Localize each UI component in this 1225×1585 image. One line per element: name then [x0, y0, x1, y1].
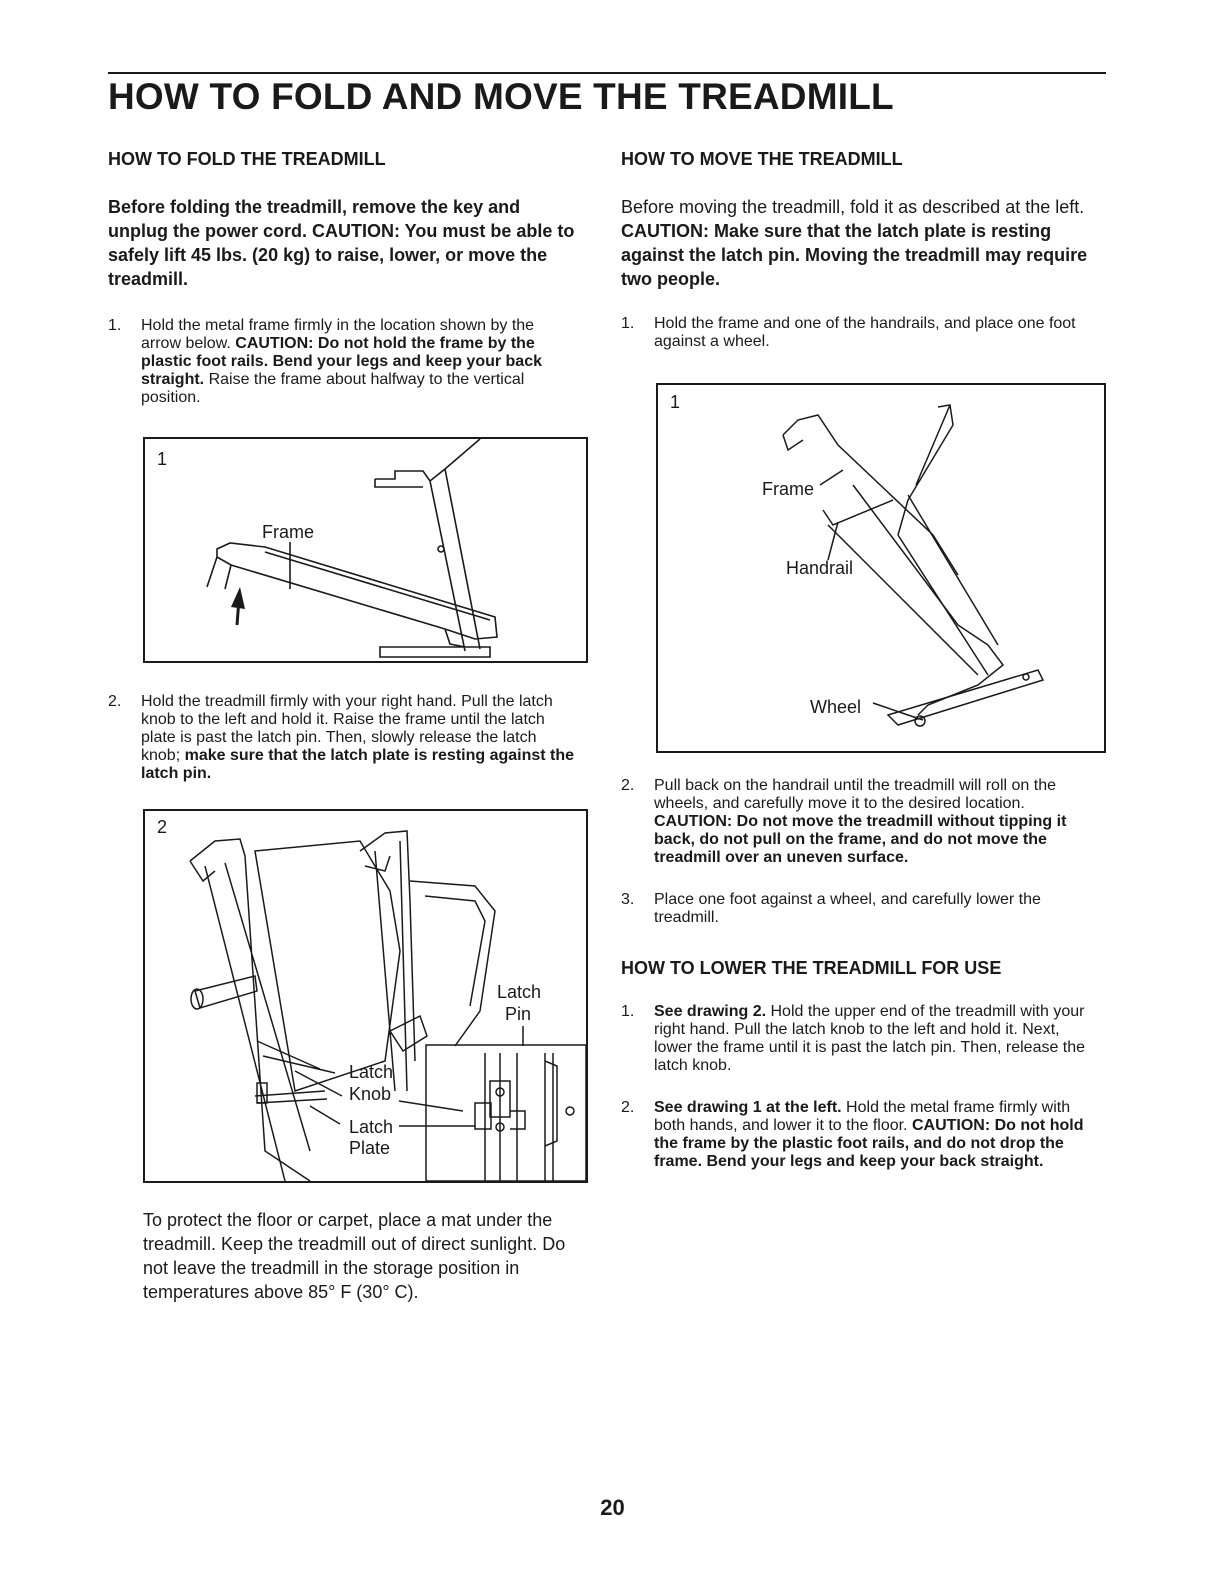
- fold-step-1: [108, 317, 578, 407]
- move-intro: [621, 195, 1091, 291]
- lower-step-2: [621, 1099, 1091, 1171]
- latch-figure-2-number: 2: [157, 817, 168, 837]
- lower-step-1-number: 1.: [621, 1003, 635, 1020]
- latch-figure-2: [143, 809, 588, 1183]
- fold-heading: HOW TO FOLD THE TREADMILL: [108, 149, 386, 169]
- move-column: [621, 148, 1091, 1171]
- storage-note: To protect the floor or carpet, place a mat under the treadmill. Keep the treadmill out of direct sunlight. Do not leave the treadmill in the storage position in temperatures above 85° F (30° C).: [143, 1210, 566, 1302]
- move-step-2-number: 2.: [621, 777, 635, 794]
- latch-plate-label-1: Latch: [349, 1117, 394, 1137]
- move-intro-caution: CAUTION: Make sure that the latch plate is resting against the latch pin. Moving the treadmill may require two people.: [621, 221, 1088, 289]
- latch-pin-label-2: Pin: [505, 1004, 532, 1024]
- lower-step-2-text: [654, 1099, 1091, 1171]
- lower-step-1-text: [654, 1003, 1091, 1075]
- lift-arrow-icon: [231, 587, 245, 609]
- move-frame-label: Frame: [762, 479, 815, 499]
- wheel-label: Wheel: [810, 697, 862, 717]
- latch-knob-label-2: Knob: [349, 1084, 392, 1104]
- fold-step-1-post: Raise the frame about halfway to the vertical position.: [141, 371, 525, 406]
- treadmill-tilted-drawing: [658, 385, 1104, 751]
- latch-knob-label-1: Latch: [349, 1062, 394, 1082]
- move-figure-1-number: 1: [670, 392, 681, 412]
- lower-step-2-number: 2.: [621, 1099, 635, 1116]
- page-title: HOW TO FOLD AND MOVE THE TREADMILL: [108, 76, 894, 117]
- move-heading: HOW TO MOVE THE TREADMILL: [621, 149, 903, 169]
- latch-closeup-drawing: [145, 811, 586, 1181]
- fold-figure-1-number: 1: [157, 449, 168, 469]
- lower-step-1-post: Hold the upper end of the treadmill with your right hand. Pull the latch knob to the left and hold it. Next, lower the frame until it is past the latch pin. Then, release the latch knob.: [654, 1003, 1086, 1074]
- fold-step-2-caution: make sure that the latch plate is resting against the latch pin.: [141, 747, 575, 782]
- lower-step-2-ref: See drawing 1 at the left.: [654, 1099, 842, 1116]
- fold-step-2-number: 2.: [108, 693, 122, 710]
- move-figure-1: [656, 383, 1106, 753]
- lower-step-1: [621, 1003, 1091, 1075]
- fold-step-2: [108, 693, 578, 783]
- frame-label: Frame: [262, 522, 315, 542]
- fold-column: [108, 148, 578, 1304]
- lower-heading: HOW TO LOWER THE TREADMILL FOR USE: [621, 958, 1002, 978]
- lower-step-2-caution: CAUTION: Do not hold the frame by the plastic foot rails, and do not drop the frame. Bend your legs and keep your back straight.: [654, 1117, 1084, 1170]
- fold-step-1-caution: CAUTION: Do not hold the frame by the plastic foot rails. Bend your legs and keep your back straight.: [141, 335, 542, 388]
- treadmill-half-folded-drawing: [145, 439, 586, 661]
- lower-step-1-ref: See drawing 2.: [654, 1003, 767, 1020]
- fold-step-1-pre: Hold the metal frame firmly in the location shown by the arrow below.: [141, 317, 535, 352]
- move-step-3-text: Place one foot against a wheel, and carefully lower the treadmill.: [654, 891, 1041, 926]
- move-step-2-caution: CAUTION: Do not move the treadmill without tipping it back, do not pull on the frame, and do not move the treadmill over an uneven surface.: [654, 813, 1067, 866]
- latch-plate-label-2: Plate: [349, 1138, 391, 1158]
- handrail-label: Handrail: [786, 558, 854, 578]
- fold-figure-1: [143, 437, 588, 663]
- move-step-1-text: Hold the frame and one of the handrails, and place one foot against a wheel.: [654, 315, 1076, 350]
- move-step-1-number: 1.: [621, 315, 635, 332]
- fold-step-1-number: 1.: [108, 317, 122, 334]
- title-rule: [108, 72, 1106, 74]
- fold-intro: Before folding the treadmill, remove the key and unplug the power cord. CAUTION: You must be able to safely lift 45 lbs. (20 kg) to raise, lower, or move the treadmill.: [108, 197, 575, 289]
- move-step-2-text: [654, 777, 1091, 867]
- fold-step-2-pre: Hold the treadmill firmly with your right hand. Pull the latch knob to the left and hold it. Raise the frame until the latch plate is past the latch pin. Then, slowly release the latch knob;: [141, 693, 553, 764]
- move-step-1: [621, 315, 1091, 351]
- move-step-2: [621, 777, 1091, 867]
- fold-step-2-text: [141, 693, 578, 783]
- fold-step-1-text: [141, 317, 578, 407]
- lower-step-2-mid: Hold the metal frame firmly with both hands, and lower it to the floor.: [654, 1099, 1071, 1134]
- move-intro-pre: Before moving the treadmill, fold it as described at the left.: [621, 197, 1085, 217]
- page-number: 20: [600, 1495, 625, 1520]
- move-step-3: [621, 891, 1091, 927]
- latch-pin-label-1: Latch: [497, 982, 542, 1002]
- move-step-2-pre: Pull back on the handrail until the treadmill will roll on the wheels, and carefully move it to the desired location.: [654, 777, 1056, 812]
- move-step-3-number: 3.: [621, 891, 635, 908]
